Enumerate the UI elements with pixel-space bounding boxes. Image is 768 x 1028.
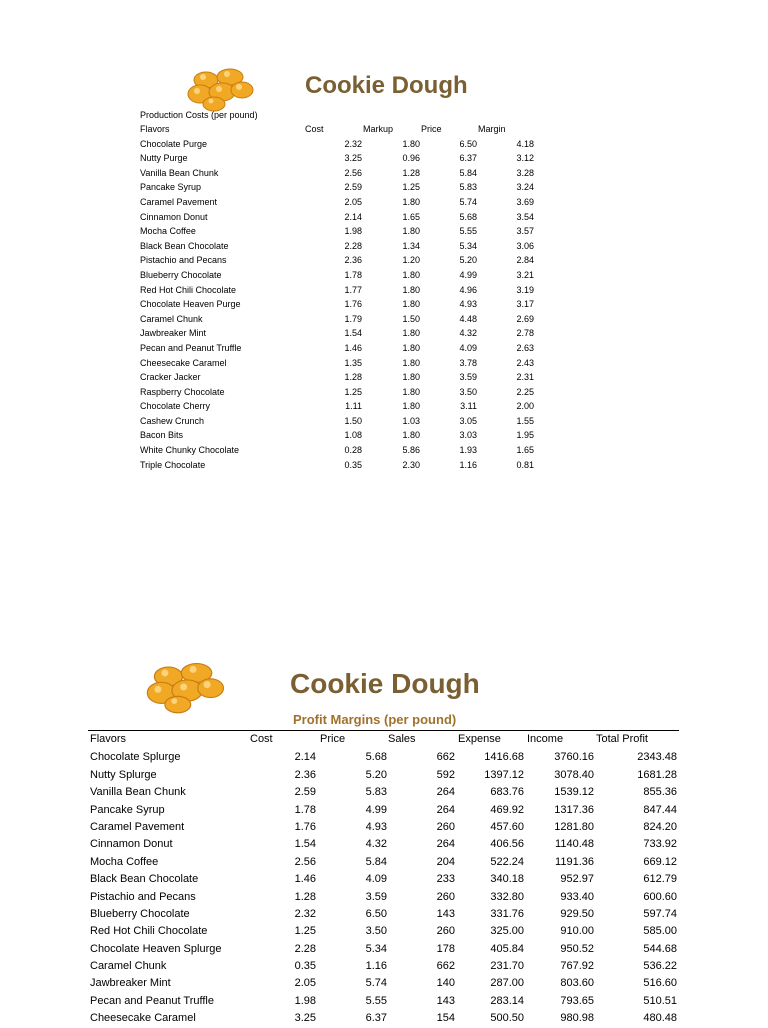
cookie-dough-logo [145,660,227,714]
price-cell: 5.55 [365,994,387,1007]
cost-cell: 1.50 [344,415,362,426]
price-cell: 1.16 [459,459,477,470]
header-sales: Sales [388,733,416,745]
margin-cell: 4.18 [516,138,534,149]
margin-cell: 2.84 [516,255,534,266]
profit-cell: 733.92 [643,838,677,851]
sales-cell: 143 [436,907,455,920]
sales-cell: 204 [436,855,455,868]
flavor-cell: Cashew Crunch [140,415,205,426]
margin-cell: 3.57 [516,226,534,237]
flavor-cell: Cinnamon Donut [90,838,173,851]
cost-cell: 0.35 [294,960,316,973]
income-cell: 3078.40 [554,768,594,781]
sales-cell: 143 [436,994,455,1007]
price-cell: 4.93 [459,299,477,310]
cost-cell: 1.54 [344,328,362,339]
income-cell: 3760.16 [554,751,594,764]
flavor-cell: White Chunky Chocolate [140,445,240,456]
margin-cell: 3.17 [516,299,534,310]
markup-cell: 1.80 [402,357,420,368]
flavor-cell: Pecan and Peanut Truffle [90,994,214,1007]
flavor-cell: Bacon Bits [140,430,184,441]
income-cell: 803.60 [560,977,594,990]
profit-cell: 847.44 [643,803,677,816]
sales-cell: 178 [436,942,455,955]
expense-cell: 1416.68 [484,751,524,764]
flavor-cell: Red Hot Chili Chocolate [140,284,237,295]
header-cost: Cost [305,124,324,134]
price-cell: 4.99 [365,803,387,816]
markup-cell: 1.20 [402,255,420,266]
profit-cell: 600.60 [643,890,677,903]
section1-subtitle: Production Costs (per pound) [140,110,258,120]
expense-cell: 500.50 [490,1012,524,1025]
markup-cell: 1.28 [402,167,420,178]
expense-cell: 332.80 [490,890,524,903]
income-cell: 980.98 [560,1012,594,1025]
price-cell: 6.37 [365,1012,387,1025]
expense-cell: 522.24 [490,855,524,868]
price-cell: 3.11 [460,401,477,412]
markup-cell: 1.34 [402,240,420,251]
cost-cell: 2.59 [294,786,316,799]
profit-cell: 510.51 [643,994,677,1007]
flavor-cell: Cracker Jacker [140,372,201,383]
profit-cell: 544.68 [643,942,677,955]
price-cell: 5.20 [459,255,477,266]
markup-cell: 0.96 [402,153,420,164]
cost-cell: 2.14 [344,211,362,222]
margin-cell: 2.78 [516,328,534,339]
flavor-cell: Cheesecake Caramel [90,1012,196,1025]
price-cell: 5.68 [365,751,387,764]
expense-cell: 287.00 [490,977,524,990]
expense-cell: 1397.12 [484,768,524,781]
markup-cell: 1.65 [402,211,420,222]
header-flavors: Flavors [90,733,127,745]
flavor-cell: Nutty Splurge [90,768,157,781]
price-cell: 3.78 [459,357,477,368]
profit-cell: 612.79 [643,873,677,886]
margin-cell: 2.00 [516,401,534,412]
flavor-cell: Pistachio and Pecans [90,890,196,903]
expense-cell: 340.18 [490,873,524,886]
markup-cell: 2.30 [402,459,420,470]
cost-cell: 1.98 [344,226,362,237]
cost-cell: 2.32 [344,138,362,149]
section2-title: Cookie Dough [290,668,480,699]
profit-cell: 597.74 [643,907,677,920]
margin-cell: 2.31 [516,372,534,383]
price-cell: 5.34 [365,942,387,955]
profit-cell: 480.48 [643,1012,677,1025]
sales-cell: 154 [436,1012,455,1025]
margin-cell: 1.65 [516,445,534,456]
markup-cell: 1.80 [402,269,420,280]
expense-cell: 469.92 [490,803,524,816]
margin-cell: 3.12 [516,153,534,164]
markup-cell: 1.80 [402,401,420,412]
flavor-cell: Vanilla Bean Chunk [90,786,186,799]
header-income: Income [527,733,564,745]
price-cell: 5.74 [459,196,477,207]
markup-cell: 1.25 [402,182,420,193]
cost-cell: 1.08 [344,430,362,441]
markup-cell: 1.80 [402,430,420,441]
sales-cell: 260 [436,925,455,938]
income-cell: 933.40 [560,890,594,903]
price-cell: 4.09 [365,873,387,886]
cost-cell: 0.28 [344,445,362,456]
price-cell: 4.48 [459,313,477,324]
flavor-cell: Chocolate Heaven Purge [140,299,241,310]
cost-cell: 1.77 [344,284,362,295]
income-cell: 952.97 [560,873,594,886]
cost-cell: 1.76 [294,820,316,833]
price-cell: 5.74 [365,977,387,990]
expense-cell: 283.14 [490,994,524,1007]
income-cell: 793.65 [560,994,594,1007]
expense-cell: 231.70 [490,960,524,973]
sales-cell: 592 [436,768,455,781]
cost-cell: 1.35 [344,357,362,368]
profit-cell: 1681.28 [637,768,677,781]
price-cell: 4.99 [459,269,477,280]
cost-cell: 1.25 [294,925,316,938]
profit-cell: 855.36 [643,786,677,799]
flavor-cell: Caramel Chunk [90,960,167,973]
margin-cell: 3.21 [516,269,534,280]
margin-cell: 1.95 [516,430,534,441]
sales-cell: 264 [436,786,455,799]
flavor-cell: Triple Chocolate [140,459,206,470]
price-cell: 6.50 [459,138,477,149]
sales-cell: 260 [436,890,455,903]
price-cell: 3.59 [459,372,477,383]
flavor-cell: Jawbreaker Mint [90,977,171,990]
flavor-cell: Chocolate Cherry [140,401,211,412]
price-cell: 3.59 [365,890,387,903]
sales-cell: 140 [436,977,455,990]
cost-cell: 2.36 [344,255,362,266]
price-cell: 3.50 [365,925,387,938]
margin-cell: 2.63 [516,342,534,353]
sales-cell: 260 [436,820,455,833]
cost-cell: 1.28 [294,890,316,903]
price-cell: 5.84 [459,167,477,178]
cost-cell: 2.59 [344,182,362,193]
flavor-cell: Blueberry Chocolate [90,907,190,920]
price-cell: 5.20 [365,768,387,781]
expense-cell: 683.76 [490,786,524,799]
flavor-cell: Caramel Chunk [140,313,203,324]
income-cell: 1140.48 [555,838,594,851]
cost-cell: 3.25 [344,153,362,164]
cost-cell: 1.28 [344,372,362,383]
margin-cell: 3.54 [516,211,534,222]
flavor-cell: Cinnamon Donut [140,211,208,222]
flavor-cell: Vanilla Bean Chunk [140,167,219,178]
margin-cell: 1.55 [516,415,534,426]
cost-cell: 0.35 [344,459,362,470]
margin-cell: 3.28 [516,167,534,178]
margin-cell: 0.81 [516,459,534,470]
income-cell: 910.00 [560,925,594,938]
cost-cell: 1.78 [344,269,362,280]
flavor-cell: Chocolate Heaven Splurge [90,942,222,955]
flavor-cell: Pecan and Peanut Truffle [140,342,242,353]
cost-cell: 2.32 [294,907,316,920]
markup-cell: 1.80 [402,284,420,295]
markup-cell: 1.80 [402,386,420,397]
price-cell: 5.34 [459,240,477,251]
income-cell: 767.92 [560,960,594,973]
cost-cell: 2.14 [294,751,316,764]
flavor-cell: Black Bean Chocolate [140,240,229,251]
cost-cell: 1.98 [294,994,316,1007]
price-cell: 3.03 [459,430,477,441]
sales-cell: 264 [436,803,455,816]
header-markup: Markup [363,124,394,134]
cost-cell: 1.54 [294,838,316,851]
markup-cell: 5.86 [402,445,420,456]
margin-cell: 3.69 [516,196,534,207]
markup-cell: 1.50 [402,313,420,324]
flavor-cell: Red Hot Chili Chocolate [90,925,208,938]
flavor-cell: Chocolate Purge [140,138,208,149]
income-cell: 1281.80 [554,820,594,833]
header-margin: Margin [478,124,506,134]
markup-cell: 1.80 [402,226,420,237]
price-cell: 1.16 [365,960,387,973]
income-cell: 1191.36 [555,855,594,868]
markup-cell: 1.80 [402,196,420,207]
price-cell: 4.32 [459,328,477,339]
flavor-cell: Pancake Syrup [90,803,165,816]
profit-cell: 824.20 [643,820,677,833]
flavor-cell: Caramel Pavement [140,196,218,207]
expense-cell: 406.56 [490,838,524,851]
markup-cell: 1.80 [402,342,420,353]
income-cell: 1317.36 [554,803,594,816]
flavor-cell: Mocha Coffee [140,226,196,237]
header-price: Price [421,124,442,134]
flavor-cell: Mocha Coffee [90,855,159,868]
cost-cell: 1.25 [344,386,362,397]
markup-cell: 1.80 [402,328,420,339]
header-flavors: Flavors [140,124,170,134]
margin-cell: 2.69 [516,313,534,324]
price-cell: 6.50 [365,907,387,920]
profit-cell: 585.00 [643,925,677,938]
cost-cell: 2.05 [344,196,362,207]
header-price: Price [320,733,346,745]
income-cell: 950.52 [560,942,594,955]
price-cell: 5.84 [365,855,387,868]
margin-cell: 3.06 [516,240,534,251]
expense-cell: 405.84 [490,942,524,955]
flavor-cell: Pistachio and Pecans [140,255,227,266]
flavor-cell: Caramel Pavement [90,820,185,833]
cost-cell: 1.11 [345,401,362,412]
profit-cell: 2343.48 [637,751,677,764]
flavor-cell: Chocolate Splurge [90,751,181,764]
margin-cell: 3.24 [516,182,534,193]
cost-cell: 2.56 [344,167,362,178]
flavor-cell: Raspberry Chocolate [140,386,225,397]
section1-title: Cookie Dough [305,72,468,99]
sales-cell: 662 [436,960,455,973]
price-cell: 4.93 [365,820,387,833]
markup-cell: 1.03 [402,415,420,426]
profit-cell: 669.12 [643,855,677,868]
cost-cell: 2.28 [344,240,362,251]
price-cell: 4.09 [459,342,477,353]
markup-cell: 1.80 [402,299,420,310]
profit-cell: 516.60 [643,977,677,990]
income-cell: 929.50 [560,907,594,920]
flavor-cell: Nutty Purge [140,153,188,164]
flavor-cell: Cheesecake Caramel [140,357,227,368]
markup-cell: 1.80 [402,372,420,383]
price-cell: 3.05 [459,415,477,426]
cost-cell: 2.36 [294,768,316,781]
sales-cell: 264 [436,838,455,851]
cost-cell: 2.28 [294,942,316,955]
price-cell: 5.83 [459,182,477,193]
cost-cell: 1.46 [294,873,316,886]
price-cell: 5.55 [459,226,477,237]
cost-cell: 2.05 [294,977,316,990]
section2-subtitle: Profit Margins (per pound) [293,712,457,727]
cost-cell: 1.79 [344,313,362,324]
header-total-profit: Total Profit [596,733,648,745]
markup-cell: 1.80 [402,138,420,149]
cost-cell: 1.78 [294,803,316,816]
price-cell: 4.96 [459,284,477,295]
cost-cell: 1.46 [344,342,362,353]
flavor-cell: Pancake Syrup [140,182,202,193]
sales-cell: 233 [436,873,455,886]
income-cell: 1539.12 [554,786,594,799]
flavor-cell: Black Bean Chocolate [90,873,199,886]
price-cell: 5.83 [365,786,387,799]
expense-cell: 457.60 [490,820,524,833]
price-cell: 4.32 [365,838,387,851]
price-cell: 1.93 [459,445,477,456]
flavor-cell: Jawbreaker Mint [140,328,207,339]
cost-cell: 1.76 [344,299,362,310]
profit-cell: 536.22 [643,960,677,973]
margin-cell: 3.19 [516,284,534,295]
flavor-cell: Blueberry Chocolate [140,269,222,280]
header-expense: Expense [458,733,501,745]
table-top-rule [88,730,679,731]
margin-cell: 2.43 [516,357,534,368]
cost-cell: 2.56 [294,855,316,868]
sales-cell: 662 [436,751,455,764]
expense-cell: 325.00 [490,925,524,938]
expense-cell: 331.76 [490,907,524,920]
price-cell: 5.68 [459,211,477,222]
cookie-dough-logo [186,66,256,112]
margin-cell: 2.25 [516,386,534,397]
price-cell: 3.50 [459,386,477,397]
cost-cell: 3.25 [294,1012,316,1025]
header-cost: Cost [250,733,273,745]
price-cell: 6.37 [459,153,477,164]
